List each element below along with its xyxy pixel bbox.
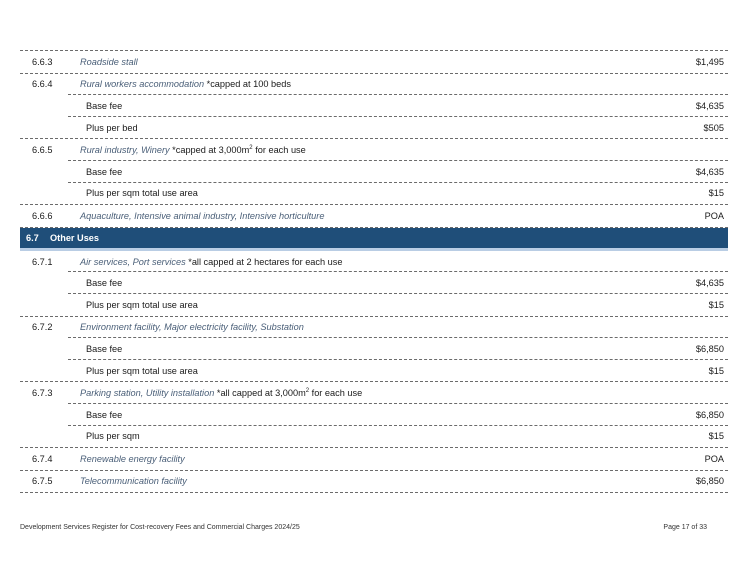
- fee-amount: $15: [708, 431, 724, 442]
- cap-note: *all capped at 2 hectares for each use: [185, 256, 343, 267]
- item-description: [80, 167, 604, 177]
- cap-note-tail: for each use: [309, 388, 363, 399]
- item-description: [80, 431, 604, 441]
- fee-amount: $4,635: [695, 166, 724, 177]
- table-row: [20, 205, 728, 228]
- use-name: Rural industry, Winery: [80, 145, 170, 156]
- table-row: [20, 382, 728, 404]
- item-description: [80, 476, 604, 486]
- item-description: [80, 300, 604, 310]
- item-description: [80, 79, 604, 89]
- use-name: Roadside stall: [80, 56, 138, 67]
- item-code: 6.7.4: [32, 453, 53, 464]
- item-description: [80, 366, 604, 376]
- footer-document-title: Development Services Register for Cost-recovery Fees and Commercial Charges 2024/25: [20, 524, 300, 531]
- table-row: [20, 272, 728, 294]
- table-row: [20, 471, 728, 494]
- table-row: [20, 426, 728, 449]
- fee-component-label: Base fee: [86, 166, 123, 177]
- section-title: Other Uses: [50, 232, 100, 243]
- table-row: [20, 360, 728, 383]
- item-code: 6.7.5: [32, 476, 53, 487]
- item-description: [80, 188, 604, 198]
- table-row: [20, 117, 728, 140]
- cap-note: *capped at 3,000m: [169, 145, 250, 156]
- fee-component-label: Plus per sqm total use area: [86, 299, 198, 310]
- fee-component-label: Plus per sqm total use area: [86, 188, 198, 199]
- table-row: [20, 139, 728, 161]
- item-code: 6.7.3: [32, 388, 53, 399]
- item-description: [80, 388, 604, 398]
- table-row: [20, 294, 728, 317]
- fee-amount: POA: [704, 210, 724, 221]
- fee-component-label: Base fee: [86, 278, 123, 289]
- page-footer: [20, 524, 707, 531]
- table-row: [20, 448, 728, 471]
- table-row: [20, 161, 728, 183]
- item-description: [80, 123, 604, 133]
- item-description: [80, 101, 604, 111]
- item-description: [80, 410, 604, 420]
- item-description: [80, 211, 604, 221]
- item-description: [80, 57, 604, 67]
- fee-amount: $6,850: [695, 409, 724, 420]
- fee-amount: $6,850: [695, 476, 724, 487]
- item-description: [80, 344, 604, 354]
- fee-amount: $6,850: [695, 343, 724, 354]
- fee-rows-other: [20, 251, 728, 494]
- use-name: Rural workers accommodation: [80, 79, 205, 90]
- fee-component-label: Plus per bed: [86, 122, 138, 133]
- table-row: [20, 338, 728, 360]
- cap-note: *capped at 100 beds: [204, 79, 291, 90]
- table-row: [20, 183, 728, 206]
- fee-component-label: Plus per sqm total use area: [86, 365, 198, 376]
- item-code: 6.7.1: [32, 256, 53, 267]
- footer-page-number: Page 17 of 33: [663, 524, 707, 531]
- section-header: [20, 228, 728, 251]
- use-name: Renewable energy facility: [80, 453, 185, 464]
- table-row: [20, 404, 728, 426]
- item-code: 6.6.5: [32, 145, 53, 156]
- item-code: 6.7.2: [32, 322, 53, 333]
- use-name: Parking station, Utility installation: [80, 388, 215, 399]
- item-description: [80, 322, 604, 332]
- fee-component-label: Base fee: [86, 100, 123, 111]
- section-code: 6.7: [26, 232, 39, 243]
- item-description: [80, 278, 604, 288]
- fee-component-label: Base fee: [86, 409, 123, 420]
- item-code: 6.6.6: [32, 210, 53, 221]
- fee-table: [20, 50, 728, 493]
- fee-amount: $15: [708, 188, 724, 199]
- fee-component-label: Plus per sqm: [86, 431, 140, 442]
- item-code: 6.6.4: [32, 79, 53, 90]
- fee-amount: $1,495: [695, 56, 724, 67]
- fee-component-label: Base fee: [86, 343, 123, 354]
- table-row: [20, 317, 728, 339]
- fee-amount: $4,635: [695, 278, 724, 289]
- cap-note: *all capped at 3,000m: [214, 388, 306, 399]
- item-description: [80, 257, 604, 267]
- fee-amount: $4,635: [695, 100, 724, 111]
- table-row: [20, 251, 728, 273]
- fee-amount: $15: [708, 299, 724, 310]
- fee-amount: $505: [703, 122, 724, 133]
- table-row: [20, 50, 728, 74]
- item-description: [80, 454, 604, 464]
- table-row: [20, 74, 728, 96]
- use-name: Aquaculture, Intensive animal industry, Intensive horticulture: [80, 210, 325, 221]
- use-name: Telecommunication facility: [80, 476, 187, 487]
- table-row: [20, 95, 728, 117]
- item-code: 6.6.3: [32, 56, 53, 67]
- fee-amount: $15: [708, 365, 724, 376]
- cap-note-superscript: 2: [249, 145, 253, 152]
- fee-rows-rural: [20, 50, 728, 228]
- use-name: Air services, Port services: [80, 256, 186, 267]
- cap-note-tail: for each use: [252, 145, 306, 156]
- cap-note-superscript: 2: [305, 388, 310, 395]
- item-description: [80, 145, 604, 155]
- fee-amount: POA: [704, 453, 724, 464]
- use-name: Environment facility, Major electricity facility, Substation: [80, 322, 304, 333]
